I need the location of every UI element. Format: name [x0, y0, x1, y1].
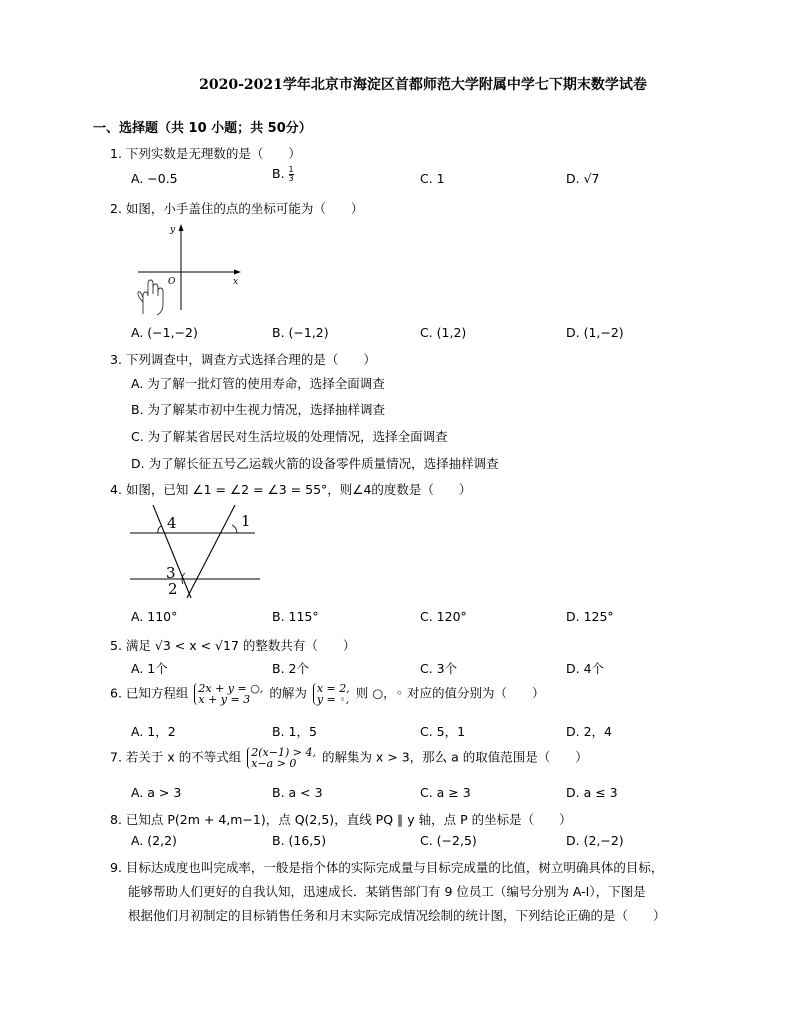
- question-9-line-2: 能够帮助人们更好的自我认知，迅速成长．某销售部门有 9 位员工（编号分别为 A-I），下图是: [128, 884, 646, 899]
- equation-line-2: x + y = 3: [198, 693, 251, 706]
- stem-prefix: 7. 若关于 x 的不等式组: [110, 749, 242, 765]
- stem-prefix: 6. 已知方程组: [110, 685, 189, 701]
- question-8-option-b: B. (16,5): [272, 833, 327, 848]
- section-heading: 一、选择题（共 10 小题；共 50分）: [93, 121, 312, 136]
- stem-middle: 的解为: [269, 685, 307, 701]
- transversal-right: [187, 505, 235, 598]
- question-6-option-a: A. 1，2: [131, 724, 176, 739]
- angle-1-arc: [232, 525, 237, 533]
- question-1-stem: 1. 下列实数是无理数的是（ ）: [110, 146, 301, 161]
- question-7-option-c: C. a ≥ 3: [420, 785, 471, 800]
- angle-4-label: 4: [167, 514, 177, 532]
- stem-suffix: 则 ○，◦ 对应的值分别为（ ）: [355, 685, 545, 701]
- question-5-option-a: A. 1个: [131, 661, 168, 676]
- question-5-stem: 5. 满足 √3 < x < √17 的整数共有（ ）: [110, 638, 356, 653]
- solution-line-2: y = ◦,: [316, 693, 350, 706]
- question-8-option-a: A. (2,2): [131, 833, 177, 848]
- question-6-option-c: C. 5，1: [420, 724, 466, 739]
- question-6-stem: [110, 683, 544, 705]
- question-2-option-c: C. (1,2): [420, 325, 467, 340]
- angle-4-arc: [158, 526, 161, 533]
- question-1-option-a: A. −0.5: [131, 171, 178, 186]
- equation-system: [194, 683, 263, 705]
- y-axis-label: y: [170, 225, 176, 235]
- question-3-option-b: B. 为了解某市初中生视力情况，选择抽样调查: [131, 402, 386, 417]
- question-7-option-d: D. a ≤ 3: [566, 785, 618, 800]
- question-8-option-c: C. (−2,5): [420, 833, 477, 848]
- question-9-line-3: 根据他们月初制定的目标销售任务和月末实际完成情况绘制的统计图，下列结论正确的是（ ）: [128, 908, 666, 923]
- question-5-option-b: B. 2个: [272, 661, 309, 676]
- question-5-option-c: C. 3个: [420, 661, 458, 676]
- question-4-option-c: C. 120°: [420, 609, 467, 624]
- angle-3-label: 3: [166, 564, 176, 582]
- question-1-option-d: D. √7: [566, 171, 600, 186]
- y-axis-arrow: [179, 224, 184, 231]
- solution-system: [313, 683, 350, 705]
- question-2-stem: 2. 如图，小手盖住的点的坐标可能为（ ）: [110, 201, 364, 216]
- fraction-numerator: 1: [288, 165, 294, 174]
- coordinate-figure: [135, 222, 250, 317]
- question-6-option-d: D. 2，4: [566, 724, 612, 739]
- fraction-denominator: 3: [288, 174, 294, 183]
- question-1-option-c: C. 1: [420, 171, 445, 186]
- question-7-option-b: B. a < 3: [272, 785, 323, 800]
- parallel-lines-figure: [125, 502, 265, 602]
- x-axis-label: x: [233, 277, 239, 287]
- question-4-option-d: D. 125°: [566, 609, 614, 624]
- question-9-line-1: 9. 目标达成度也叫完成率，一般是指个体的实际完成量与目标完成量的比值，树立明确具体的目标，: [110, 860, 664, 875]
- question-4-option-b: B. 115°: [272, 609, 319, 624]
- fraction-one-third: [289, 166, 294, 183]
- origin-label: O: [168, 277, 176, 287]
- question-2-option-a: A. (−1,−2): [131, 325, 198, 340]
- question-4-stem: 4. 如图，已知 ∠1 = ∠2 = ∠3 = 55°，则∠4的度数是（ ）: [110, 482, 472, 497]
- x-axis-arrow: [234, 270, 241, 275]
- angle-2-label: 2: [168, 580, 178, 598]
- page-title: 2020-2021学年北京市海淀区首都师范大学附属中学七下期末数学试卷: [199, 77, 647, 93]
- equation-line-1: 2x + y = ○,: [198, 682, 264, 695]
- question-5-option-d: D. 4个: [566, 661, 605, 676]
- hand-icon: [138, 280, 163, 315]
- question-3-option-a: A. 为了解一批灯管的使用寿命，选择全面调查: [131, 376, 385, 391]
- stem-suffix: 的解集为 x > 3，那么 a 的取值范围是（ ）: [321, 749, 588, 765]
- solution-line-1: x = 2,: [316, 682, 350, 695]
- question-2-option-b: B. (−1,2): [272, 325, 329, 340]
- inequality-system: [247, 747, 316, 769]
- question-3-option-d: D. 为了解长征五号乙运载火箭的设备零件质量情况，选择抽样调查: [131, 456, 499, 471]
- question-2-option-d: D. (1,−2): [566, 325, 624, 340]
- question-4-option-a: A. 110°: [131, 609, 178, 624]
- angle-1-label: 1: [241, 512, 251, 530]
- question-8-stem: 8. 已知点 P(2m + 4,m−1)，点 Q(2,5)，直线 PQ ∥ y 轴，点 P 的坐标是（ ）: [110, 812, 572, 827]
- question-1-option-b: [272, 166, 294, 183]
- question-7-option-a: A. a > 3: [131, 785, 182, 800]
- question-7-stem: [110, 747, 588, 769]
- question-3-option-c: C. 为了解某省居民对生活垃圾的处理情况，选择全面调查: [131, 429, 448, 444]
- inequality-line-1: 2(x−1) > 4,: [251, 746, 316, 759]
- question-6-option-b: B. 1，5: [272, 724, 317, 739]
- inequality-line-2: x−a > 0: [251, 757, 297, 770]
- option-b-label: B.: [272, 166, 285, 181]
- question-8-option-d: D. (2,−2): [566, 833, 624, 848]
- question-3-stem: 3. 下列调查中，调查方式选择合理的是（ ）: [110, 352, 376, 367]
